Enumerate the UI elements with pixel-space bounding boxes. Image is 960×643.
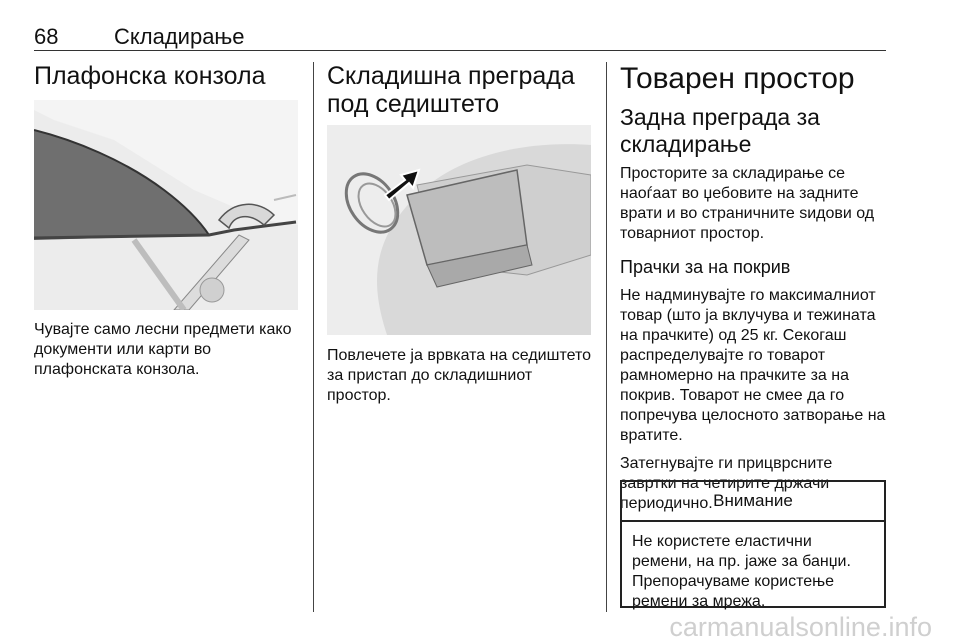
caution-text: Не користете еластични ремени, на пр. јаже за банџи. Препорачуваме користење ремени за мрежа. [632,533,851,610]
subtitle-rear-storage: Задна преграда за складирање [620,104,820,157]
column-divider-2 [606,62,607,612]
subtitle-roof-rack: Прачки за на покрив [620,257,791,277]
overhead-console-caption-block [34,320,300,380]
section-title-load-compartment: Товарен простор [620,62,855,95]
watermark: carmanualsonline.info [669,612,932,642]
underseat-storage-illustration [327,125,591,335]
underseat-storage-caption-block [327,346,597,406]
page-header [34,22,886,51]
caution-box [620,480,886,608]
column-load-compartment [620,62,886,514]
chapter-title: Складирање [114,24,245,49]
column-divider-1 [313,62,314,612]
overhead-console-illustration [34,100,298,310]
underseat-storage-caption: Повлечете ја врвката на седиштето за пристап до складишниот простор. [327,347,592,404]
overhead-console-caption: Чувајте само лесни предмети како документи или карти во плафонската конзола. [34,321,292,378]
rear-storage-text: Просторите за складирање се наоѓаат во џебовите на задните врати и во страничните ѕидови од товарниот простор. [620,165,875,242]
section-title-underseat-storage: Складишна преграда под седиштето [327,62,575,118]
roof-rack-text: Не надминувајте го максималниот товар (што ја вклучува и тежината на прачките) од 25 кг. Секогаш распределувајте го товарот рамномерно на прачките за на покрив. Товарот не смее да го попречува целосното затворање на вратите. [620,287,886,444]
caution-heading: Внимание [622,482,884,522]
column-overhead-console [34,62,300,90]
page-number: 68 [34,24,59,49]
roof-rack-text-2: Затегнувајте ги прицврсните завртки на четирите држачи периодично. [620,455,833,512]
column-underseat-storage [327,62,597,118]
section-title-overhead-console: Плафонска конзола [34,62,266,90]
